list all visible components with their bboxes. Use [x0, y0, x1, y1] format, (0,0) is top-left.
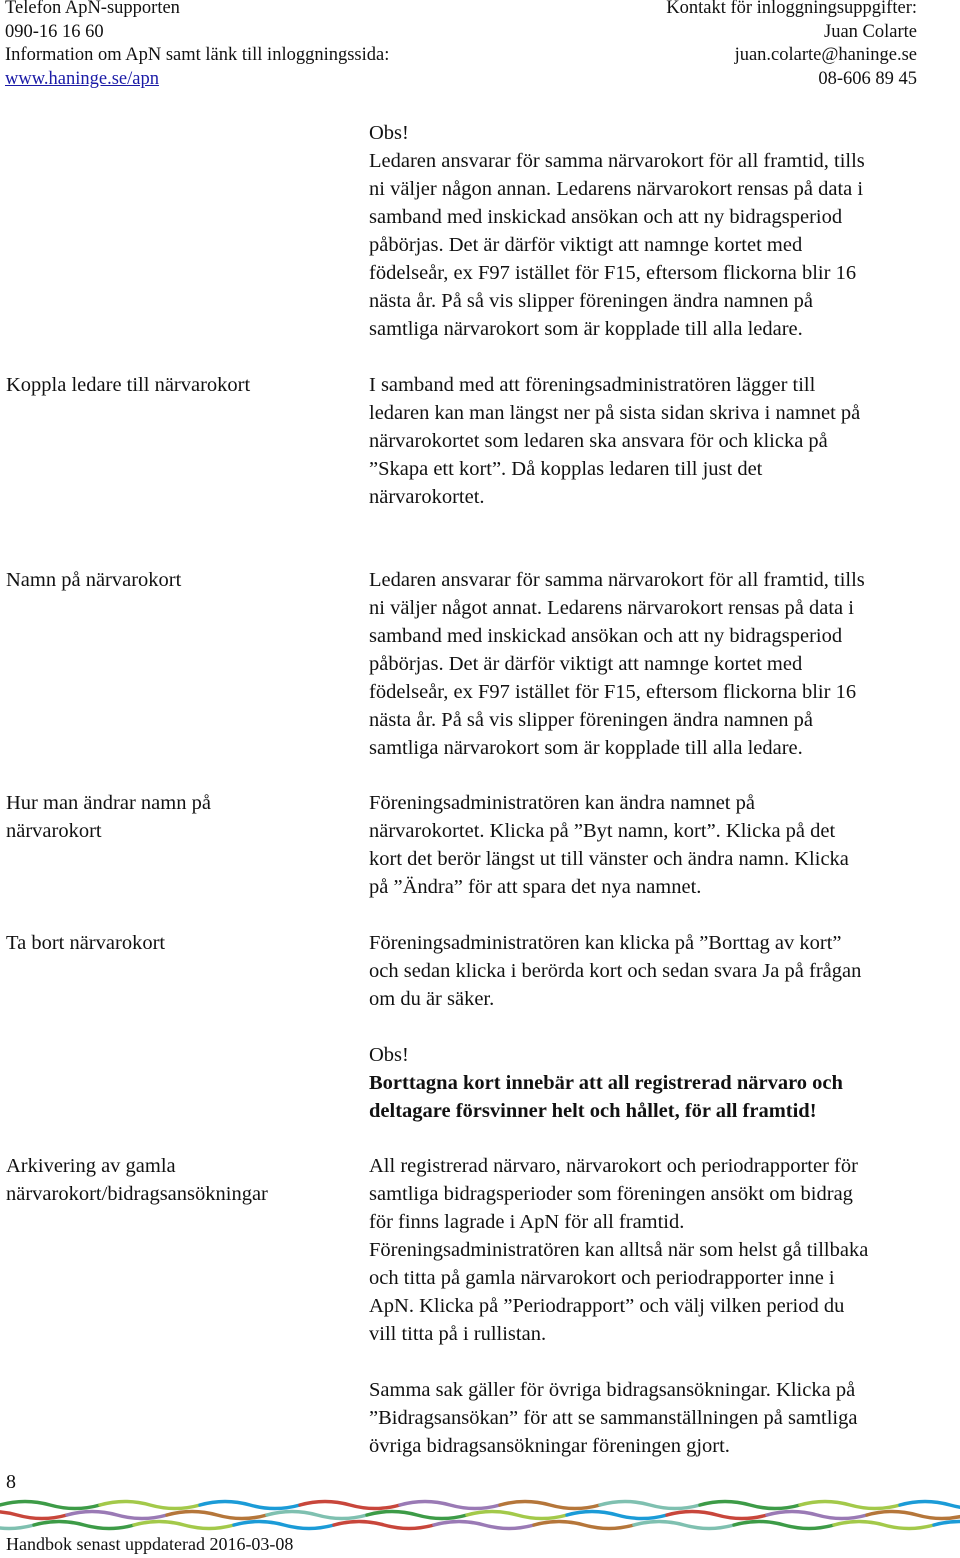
wave-stroke	[900, 1502, 960, 1509]
wave-stroke	[934, 1522, 960, 1529]
contact-phone: 08-606 89 45	[818, 68, 917, 89]
wave-stroke	[834, 1522, 934, 1529]
support-phone-label: Telefon ApN-supporten	[5, 0, 180, 18]
section-text-arkiv: All registrerad närvaro, närvarokort och periodrapporter för samtliga bidragsperioder som föreningen ansökt om bidrag för finns lagrade i ApN för all framtid. Föreningsadministratören kan alltså när som helst gå tillbaka och titta på gamla närvarokort och periodrapporter inne i ApN. Klicka på ”Periodrapport” och välj vilken period du vill titta på i rullistan.	[369, 1155, 869, 1345]
obs-note-1	[369, 119, 960, 343]
wave-stroke	[0, 1522, 34, 1529]
apn-link[interactable]: www.haninge.se/apn	[5, 68, 159, 89]
wave-stroke	[500, 1502, 600, 1509]
obs-warning-text: Borttagna kort innebär att all registrerad närvaro och deltagare försvinner helt och hållet, för all framtid!	[369, 1072, 843, 1122]
section-text-tabort: Föreningsadministratören kan klicka på ”Borttag av kort” och sedan klicka i berörda kort och sedan svara Ja på frågan om du är säker.	[369, 932, 862, 1010]
page-number: 8	[6, 1471, 16, 1493]
wave-stroke	[300, 1502, 400, 1509]
wave-stroke	[867, 1512, 960, 1519]
contact-name: Juan Colarte	[824, 21, 917, 42]
contact-email: juan.colarte@haninge.se	[734, 45, 917, 65]
section-label-arkiv: Arkivering av gamla närvarokort/bidragsansökningar	[6, 1155, 268, 1205]
section-text-koppla: I samband med att föreningsadministratören lägger till ledaren kan man längst ner på sista sidan skriva i namnet på närvarokortet som ledaren ska ansvara för och klicka på ”Skapa ett kort”. Då kopplas ledaren till just det närvarokortet.	[369, 374, 861, 508]
section-text-namn: Ledaren ansvarar för samma närvarokort för all framtid, tills ni väljer något annat. Ledarens närvarokort rensas på data i samband med inskickad ansökan och att ny bidragsperiod påbörjas. Det är därför viktigt att namnge kortet med födelseår, ex F97 istället för F15, eftersom flickorna blir 16 nästa år. På så vis slipper föreningen ändra namnen på samtliga närvarokort som är kopplade till alla ledare.	[369, 569, 865, 759]
wave-stroke	[400, 1502, 500, 1509]
footer-updated: Handbok senast uppdaterad 2016-03-08	[6, 1534, 294, 1554]
wave-stroke	[267, 1512, 367, 1519]
header-left	[5, 0, 565, 91]
wave-stroke	[67, 1512, 167, 1519]
section-label-andra: Hur man ändrar namn på närvarokort	[6, 792, 211, 842]
wave-stroke	[600, 1502, 700, 1509]
wave-stroke	[800, 1502, 900, 1509]
wave-stroke	[0, 1502, 100, 1509]
section-label-namn: Namn på närvarokort	[6, 569, 182, 591]
contact-label: Kontakt för inloggningsuppgifter:	[666, 0, 917, 18]
obs-text: Ledaren ansvarar för samma närvarokort för all framtid, tills ni väljer någon annan. Ledarens närvarokort rensas på data i samband med inskickad ansökan och att ny bidragsperiod påbörjas. Det är därför viktigt att namnge kortet med födelseår, ex F97 istället för F15, eftersom flickorna blir 16 nästa år. På så vis slipper föreningen ändra namnen på samtliga närvarokort som är kopplade till alla ledare.	[369, 150, 865, 340]
section-label-tabort: Ta bort närvarokort	[6, 932, 166, 954]
wave-stroke	[0, 1512, 67, 1519]
wave-stroke	[434, 1522, 534, 1529]
wave-stroke	[100, 1502, 200, 1509]
wave-stroke	[534, 1522, 634, 1529]
wave-stroke	[467, 1512, 567, 1519]
wave-stroke	[34, 1522, 134, 1529]
wave-stroke	[134, 1522, 234, 1529]
section-text-andra: Föreningsadministratören kan ändra namnet på närvarokortet. Klicka på ”Byt namn, kort”. Klicka på det kort det berör längst ut till vänster och ändra namn. Klicka på ”Ändra” för att spara det nya namnet.	[369, 792, 849, 898]
wave-stroke	[367, 1512, 467, 1519]
wave-stroke	[334, 1522, 434, 1529]
obs-title: Obs!	[369, 122, 409, 144]
header-right	[560, 0, 917, 91]
decorative-wave-border	[0, 1497, 960, 1531]
wave-stroke	[767, 1512, 867, 1519]
section-text-samma: Samma sak gäller för övriga bidragsansökningar. Klicka på ”Bidragsansökan” för att se sammanställningen på samtliga övriga bidragsansökningar föreningen gjort.	[369, 1379, 858, 1457]
wave-stroke	[667, 1512, 767, 1519]
wave-stroke	[634, 1522, 734, 1529]
obs-title: Obs!	[369, 1044, 409, 1066]
wave-stroke	[734, 1522, 834, 1529]
obs-note-2	[369, 1041, 960, 1125]
wave-stroke	[234, 1522, 334, 1529]
section-label-koppla: Koppla ledare till närvarokort	[6, 374, 251, 396]
support-phone-number: 090-16 16 60	[5, 21, 104, 42]
wave-stroke	[167, 1512, 267, 1519]
wave-stroke	[700, 1502, 800, 1509]
login-info-label: Information om ApN samt länk till inloggningssida:	[5, 45, 390, 65]
wave-stroke	[200, 1502, 300, 1509]
wave-stroke	[567, 1512, 667, 1519]
